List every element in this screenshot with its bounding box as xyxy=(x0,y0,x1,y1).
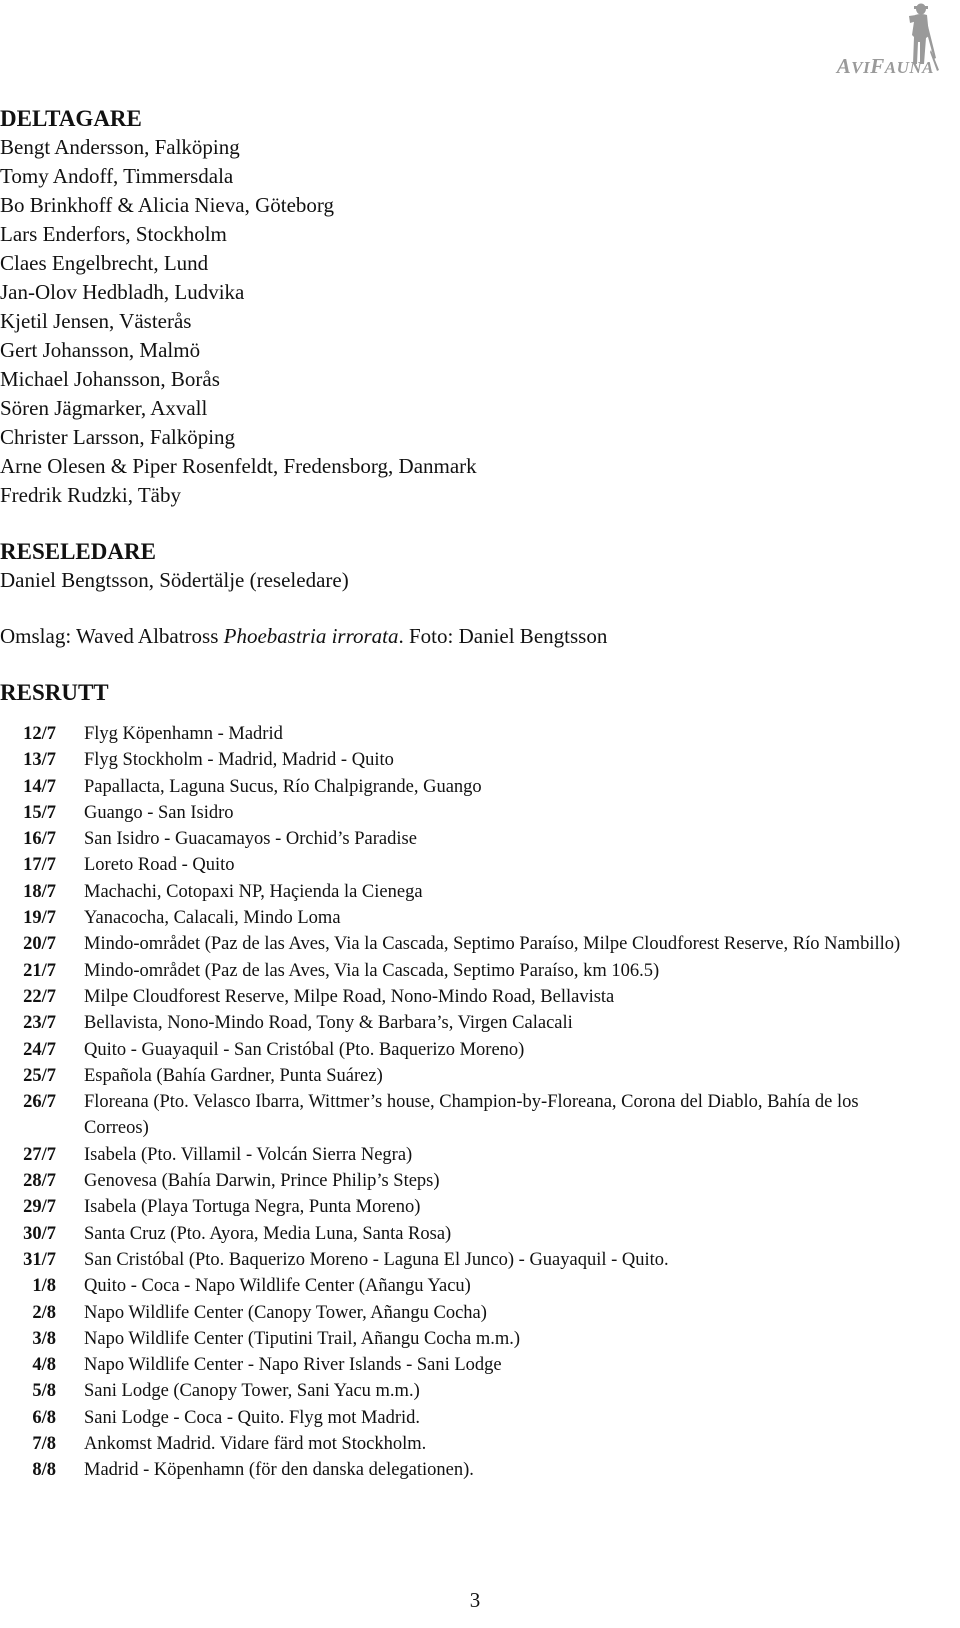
route-description: Floreana (Pto. Velasco Ibarra, Wittmer’s house, Champion-by-Floreana, Corona del Diablo, Bahía de los Correos) xyxy=(84,1092,859,1139)
route-row xyxy=(0,1010,924,1036)
route-description: Guango - San Isidro xyxy=(84,802,234,823)
route-row xyxy=(0,1300,924,1326)
route-description: Ankomst Madrid. Vidare färd mot Stockholm. xyxy=(84,1434,427,1455)
route-section xyxy=(0,678,950,1484)
route-date: 19/7 xyxy=(23,908,56,929)
route-description: Mindo-området (Paz de las Aves, Via la Cascada, Septimo Paraíso, km 106.5) xyxy=(84,960,660,981)
participant-name: Bengt Andersson, Falköping xyxy=(0,135,240,159)
route-date: 31/7 xyxy=(23,1249,56,1270)
document-body xyxy=(0,104,950,1484)
participant-name: Michael Johansson, Borås xyxy=(0,367,220,391)
participants-section xyxy=(0,104,950,510)
participant-name: Bo Brinkhoff & Alicia Nieva, Göteborg xyxy=(0,193,335,217)
route-row xyxy=(0,1352,924,1378)
route-date: 29/7 xyxy=(23,1197,56,1218)
route-description: Genovesa (Bahía Darwin, Prince Philip’s Steps) xyxy=(84,1171,440,1192)
participant-name: Claes Engelbrecht, Lund xyxy=(0,251,209,275)
route-description: San Isidro - Guacamayos - Orchid’s Paradise xyxy=(84,829,417,850)
route-row xyxy=(0,1037,924,1063)
participant-name: Kjetil Jensen, Västerås xyxy=(0,309,192,333)
route-date: 22/7 xyxy=(23,986,56,1007)
cover-credit: Omslag: Waved Albatross Phoebastria irrorata. Foto: Daniel Bengtsson xyxy=(0,624,608,648)
route-date: 1/8 xyxy=(32,1276,56,1297)
route-date: 8/8 xyxy=(32,1460,56,1481)
route-row xyxy=(0,1378,924,1404)
leader-section xyxy=(0,537,950,595)
route-date: 6/8 xyxy=(32,1407,56,1428)
route-date: 24/7 xyxy=(23,1039,56,1060)
route-description: Napo Wildlife Center - Napo River Islands - Sani Lodge xyxy=(84,1355,502,1376)
route-date: 4/8 xyxy=(32,1355,56,1376)
route-row xyxy=(0,1063,924,1089)
route-row xyxy=(0,1168,924,1194)
participants-heading: DELTAGARE xyxy=(0,106,142,131)
route-description: Machachi, Cotopaxi NP, Haçienda la Cienega xyxy=(84,881,423,902)
route-row xyxy=(0,852,924,878)
route-row xyxy=(0,1221,924,1247)
route-row xyxy=(0,721,924,747)
route-date: 13/7 xyxy=(23,750,56,771)
route-date: 7/8 xyxy=(32,1434,56,1455)
route-date: 20/7 xyxy=(23,934,56,955)
cover-latin-name: Phoebastria irrorata xyxy=(223,624,399,648)
route-description: Quito - Guayaquil - San Cristóbal (Pto. Baquerizo Moreno) xyxy=(84,1039,525,1060)
route-date: 5/8 xyxy=(32,1381,56,1402)
route-description: Madrid - Köpenhamn (för den danska delegationen). xyxy=(84,1460,474,1481)
route-date: 23/7 xyxy=(23,1013,56,1034)
participant-name: Arne Olesen & Piper Rosenfeldt, Fredensborg, Danmark xyxy=(0,454,477,478)
logo-wordmark: AVIFAUNA xyxy=(836,54,934,78)
route-description: Papallacta, Laguna Sucus, Río Chalpigrande, Guango xyxy=(84,776,482,797)
route-row xyxy=(0,1326,924,1352)
page-number: 3 xyxy=(469,1588,481,1612)
participant-name: Sören Jägmarker, Axvall xyxy=(0,396,208,420)
route-description: Napo Wildlife Center (Tiputini Trail, Añangu Cocha m.m.) xyxy=(84,1328,521,1349)
route-row xyxy=(0,1457,924,1483)
participant-name: Tomy Andoff, Timmersdala xyxy=(0,164,234,188)
route-row xyxy=(0,1194,924,1220)
route-date: 3/8 xyxy=(32,1328,56,1349)
route-description: Loreto Road - Quito xyxy=(84,855,235,876)
route-description: Española (Bahía Gardner, Punta Suárez) xyxy=(84,1065,383,1086)
route-row xyxy=(0,905,924,931)
route-description: Milpe Cloudforest Reserve, Milpe Road, Nono-Mindo Road, Bellavista xyxy=(84,986,615,1007)
route-date: 21/7 xyxy=(23,960,56,981)
route-row xyxy=(0,1142,924,1168)
route-description: Flyg Stockholm - Madrid, Madrid - Quito xyxy=(84,750,394,771)
participant-name: Christer Larsson, Falköping xyxy=(0,425,236,449)
route-row xyxy=(0,958,924,984)
route-date: 28/7 xyxy=(23,1171,56,1192)
route-row xyxy=(0,984,924,1010)
route-date: 15/7 xyxy=(23,802,56,823)
route-row xyxy=(0,1431,924,1457)
leader-heading: RESELEDARE xyxy=(0,539,156,564)
route-row xyxy=(0,1273,924,1299)
route-description: Mindo-området (Paz de las Aves, Via la Cascada, Septimo Paraíso, Milpe Cloudforest Reserve, Río Nambillo) xyxy=(84,934,901,955)
route-description: Santa Cruz (Pto. Ayora, Media Luna, Santa Rosa) xyxy=(84,1223,452,1244)
route-row xyxy=(0,931,924,957)
route-date: 12/7 xyxy=(23,724,56,744)
route-row xyxy=(0,1405,924,1431)
route-description: San Cristóbal (Pto. Baquerizo Moreno - Laguna El Junco) - Guayaquil - Quito. xyxy=(84,1249,669,1270)
route-row xyxy=(0,1089,924,1142)
leader-name: Daniel Bengtsson, Södertälje (reseledare) xyxy=(0,568,349,592)
route-date: 14/7 xyxy=(23,776,56,797)
participant-name: Jan-Olov Hedbladh, Ludvika xyxy=(0,280,245,304)
route-table xyxy=(0,721,924,1484)
route-description: Flyg Köpenhamn - Madrid xyxy=(84,724,283,744)
route-date: 16/7 xyxy=(23,829,56,850)
route-row xyxy=(0,1247,924,1273)
route-description: Sani Lodge - Coca - Quito. Flyg mot Madrid. xyxy=(84,1407,421,1428)
route-description: Isabela (Playa Tortuga Negra, Punta Moreno) xyxy=(84,1197,421,1218)
route-description: Yanacocha, Calacali, Mindo Loma xyxy=(84,908,341,929)
route-description: Quito - Coca - Napo Wildlife Center (Añangu Yacu) xyxy=(84,1276,471,1297)
route-description: Isabela (Pto. Villamil - Volcán Sierra Negra) xyxy=(84,1144,413,1165)
participant-name: Lars Enderfors, Stockholm xyxy=(0,222,227,246)
route-row xyxy=(0,800,924,826)
route-row xyxy=(0,826,924,852)
route-date: 25/7 xyxy=(23,1065,56,1086)
route-row xyxy=(0,879,924,905)
route-date: 17/7 xyxy=(23,855,56,876)
route-heading: RESRUTT xyxy=(0,680,109,705)
route-date: 30/7 xyxy=(23,1223,56,1244)
avifauna-logo xyxy=(790,2,940,78)
route-description: Sani Lodge (Canopy Tower, Sani Yacu m.m.) xyxy=(84,1381,420,1402)
participant-name: Fredrik Rudzki, Täby xyxy=(0,483,182,507)
participant-name: Gert Johansson, Malmö xyxy=(0,338,201,362)
route-description: Bellavista, Nono-Mindo Road, Tony & Barbara’s, Virgen Calacali xyxy=(84,1013,573,1034)
route-date: 27/7 xyxy=(23,1144,56,1165)
route-date: 18/7 xyxy=(23,881,56,902)
route-date: 2/8 xyxy=(32,1302,56,1323)
route-row xyxy=(0,747,924,773)
route-description: Napo Wildlife Center (Canopy Tower, Añangu Cocha) xyxy=(84,1302,487,1323)
route-row xyxy=(0,774,924,800)
route-date: 26/7 xyxy=(23,1092,56,1113)
